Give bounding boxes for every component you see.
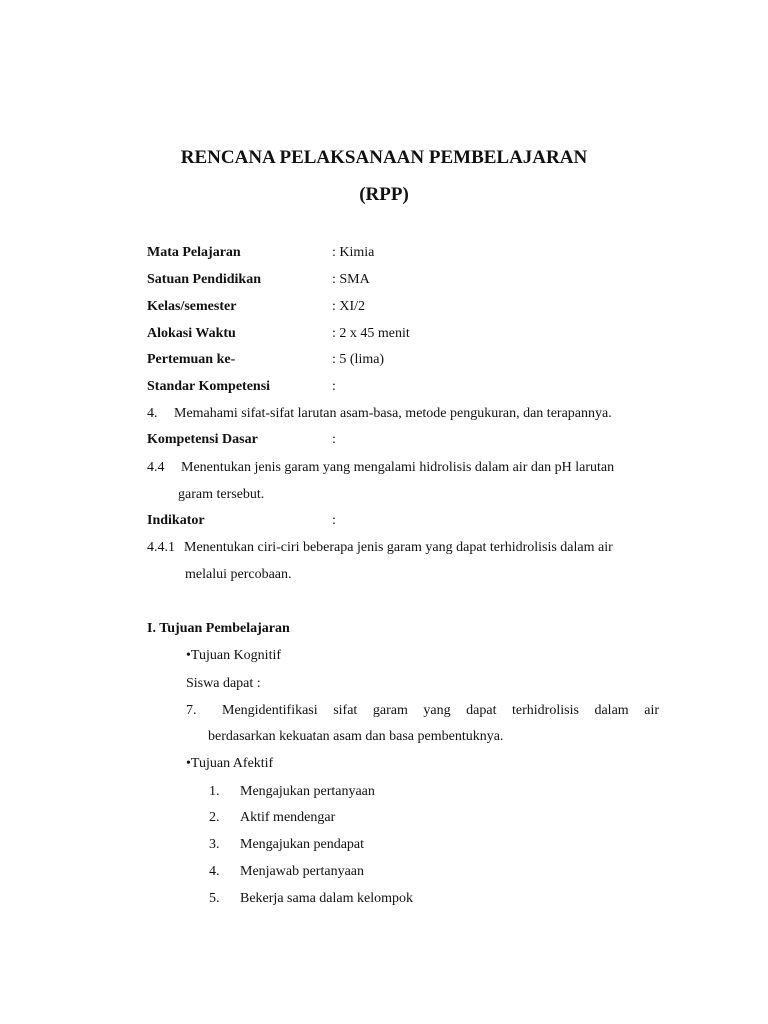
info-label: Kelas/semester [147,299,237,314]
section-colon: : [332,513,336,528]
kognitif-item-number: 7. [186,703,197,718]
siswa-dapat-label: Siswa dapat : [186,676,261,691]
afektif-item-text: Menjawab pertanyaan [240,864,364,879]
afektif-item-number: 3. [209,837,220,852]
afektif-item-number: 2. [209,810,220,825]
kognitif-item-line2: berdasarkan kekuatan asam dan basa pembentuknya. [208,729,504,744]
info-label: Alokasi Waktu [147,326,236,341]
section-label: Kompetensi Dasar [147,432,258,447]
tujuan-kognitif-label: •Tujuan Kognitif [186,648,282,663]
document-subtitle: (RPP) [359,184,409,205]
info-value: : 5 (lima) [332,352,385,367]
info-value: : Kimia [332,245,375,260]
item-text-line2: garam tersebut. [178,487,265,502]
afektif-item-text: Mengajukan pendapat [240,837,365,852]
afektif-item-text: Mengajukan pertanyaan [240,784,375,799]
info-value: : 2 x 45 menit [332,326,410,341]
section-label: Indikator [147,513,205,528]
item-text-line2: melalui percobaan. [185,567,292,582]
document-title: RENCANA PELAKSANAAN PEMBELAJARAN [180,147,588,168]
item-number: 4. [147,406,158,421]
afektif-item-number: 4. [209,864,220,879]
info-label: Satuan Pendidikan [147,272,261,287]
section-colon: : [332,432,336,447]
item-text-line1: Menentukan jenis garam yang mengalami hidrolisis dalam air dan pH larutan [181,460,615,475]
afektif-item-number: 5. [209,891,220,906]
section-heading-tujuan: I. Tujuan Pembelajaran [147,621,290,636]
info-value: : [332,379,336,394]
info-value: : SMA [332,272,370,287]
afektif-item-number: 1. [209,784,220,799]
info-label: Pertemuan ke- [147,352,236,367]
item-text-line1: Menentukan ciri-ciri beberapa jenis garam yang dapat terhidrolisis dalam air [184,540,613,555]
info-label: Mata Pelajaran [147,245,241,260]
item-number: 4.4.1 [147,540,175,555]
kognitif-item-line1: Mengidentifikasi sifat garam yang dapat terhidrolisis dalam air [222,703,659,718]
item-text: Memahami sifat-sifat larutan asam-basa, metode pengukuran, dan terapannya. [174,406,612,421]
item-number: 4.4 [147,460,165,475]
afektif-item-text: Aktif mendengar [240,810,336,825]
afektif-item-text: Bekerja sama dalam kelompok [240,891,413,906]
info-label: Standar Kompetensi [147,379,271,394]
info-value: : XI/2 [332,299,366,314]
tujuan-afektif-label: •Tujuan Afektif [186,756,274,771]
